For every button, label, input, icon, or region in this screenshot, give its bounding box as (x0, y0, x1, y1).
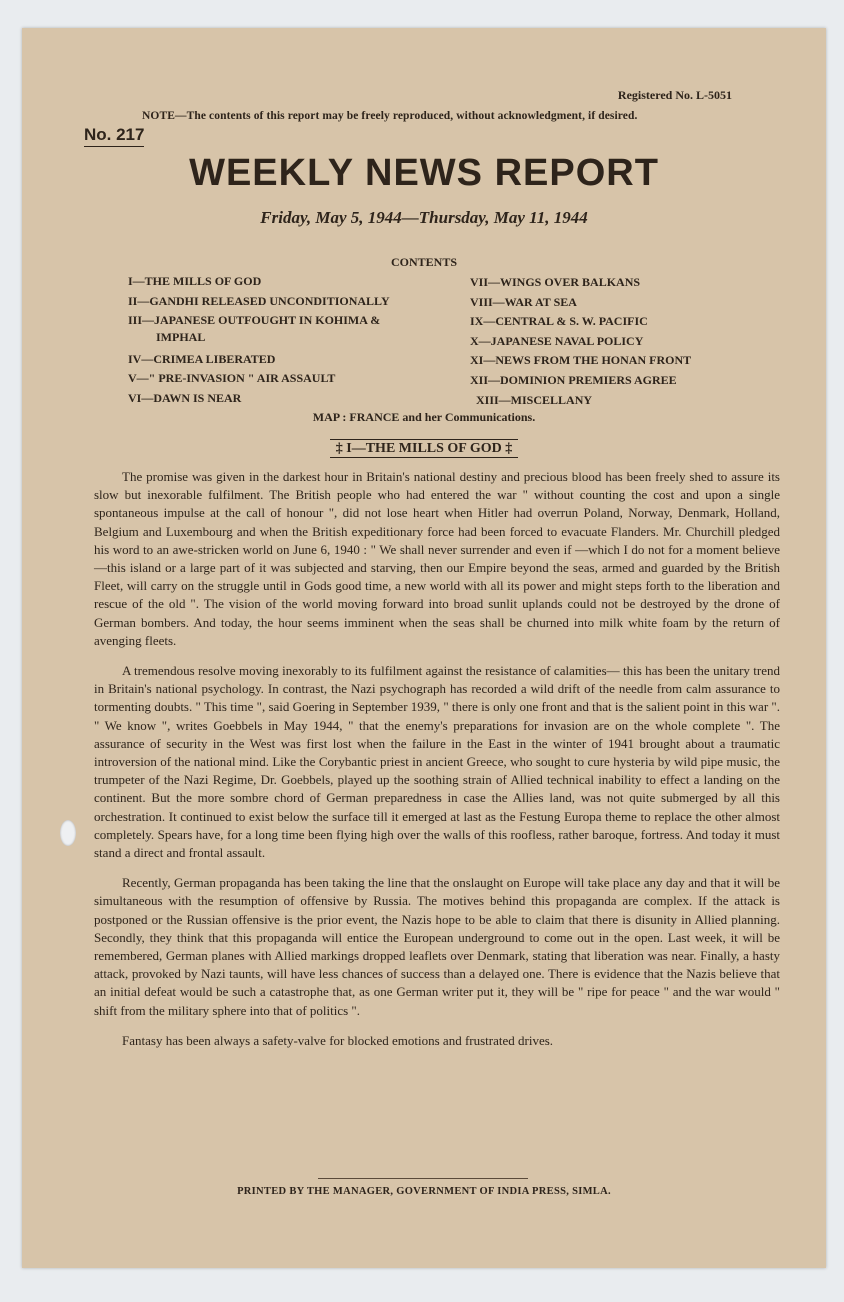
reproduction-note: NOTE—The contents of this report may be freely reproduced, without acknowledgment, if desired. (142, 110, 638, 122)
masthead-title: WEEKLY NEWS REPORT (189, 152, 659, 194)
article-body (94, 468, 780, 1062)
toc-item: VI—DAWN IS NEAR (128, 390, 242, 405)
paragraph: Recently, German propaganda has been taking the line that the onslaught on Europe will take place any day and that it will be simultaneous with the resumption of offensive by Russia. The motives behind this propaganda are complex. If the attack is postponed or the Russian offensive is the prior event, the Nazis hope to be able to claim that there is disunity in Allied planning. Secondly, they think that this propaganda will entice the European underground to come out in the open. Last week, it will be remembered, German planes with Allied markings dropped leaflets over Denmark, stating that liberation was near. Finally, a hasty attack, provoked by Nazi taunts, will have less chances of success than a delayed one. There is evidence that the Nazis believe that an initial defeat would be such a catastrophe that, as one German writer put it, they will be " ripe for peace " and the war would " shift from the military sphere into that of politics ". (94, 875, 780, 1018)
toc-item: XI—NEWS FROM THE HONAN FRONT (470, 353, 692, 368)
toc-item: VII—WINGS OVER BALKANS (470, 275, 641, 289)
toc-item: IV—CRIMEA LIBERATED (128, 351, 276, 366)
document-page (22, 28, 826, 1268)
paragraph: Fantasy has been always a safety-valve for blocked emotions and frustrated drives. (122, 1032, 554, 1048)
toc-item: V—" PRE-INVASION " AIR ASSAULT (128, 371, 336, 386)
toc-item: IX—CENTRAL & S. W. PACIFIC (470, 314, 648, 329)
contents-list-right (470, 273, 770, 410)
toc-item: III—JAPANESE OUTFOUGHT IN KOHIMA & (128, 313, 381, 328)
imprint-divider (318, 1178, 528, 1179)
section-heading-text: ‡ I—THE MILLS OF GOD ‡ (330, 439, 518, 458)
toc-item: XIII—MISCELLANY (476, 392, 593, 407)
toc-item: IMPHAL (156, 329, 206, 344)
issue-number: No. 217 (84, 125, 144, 147)
toc-item: XII—DOMINION PREMIERS AGREE (470, 372, 677, 387)
registered-number: Registered No. L-5051 (617, 88, 732, 102)
paragraph: The promise was given in the darkest hour in Britain's national destiny and precious blood has been freely shed to assure its slow but inexorable fulfilment. The British people who had entered the war " without counting the cost and upon a single spontaneous impulse at the call of honour ", did not lose heart when Hitler had overrun Poland, Norway, Denmark, Holland, Belgium and Luxembourg and when the British expeditionary force had been forced to evacuate Flanders. Mr. Churchill pledged his word to an awe-stricken world on June 6, 1940 : " We shall never surrender and even if —which I do not for a moment believe—this island or a large part of it was subjected and starving, then our Empire beyond the seas, armed and guarded by the British Fleet, will carry on the struggle until in Gods good time, a new world with all its power and might steps forth to the liberation and rescue of the old ". The vision of the world moving forward into broad sunlit uplands could not be destroyed by the drone of German bombers. And today, the hour seems imminent when the seas shall be churned into milk white foam by the return of avenging fleets. (94, 469, 780, 648)
punch-hole (60, 820, 76, 846)
contents-heading: CONTENTS (390, 255, 458, 269)
contents-list-left (128, 272, 428, 409)
toc-item: II—GANDHI RELEASED UNCONDITIONALLY (128, 293, 390, 308)
dateline: Friday, May 5, 1944—Thursday, May 11, 1944 (260, 208, 588, 227)
section-heading (22, 441, 826, 457)
paragraph: A tremendous resolve moving inexorably to its fulfilment against the resistance of calamities— this has been the unitary trend in Britain's national psychology. In contrast, the Nazi psychograph has recorded a wild drift of the needle from calm assurance to tormenting doubts. " This time ", said Goering in September 1939, " there is only one front and that is the salient point in this war ". " We know ", writes Goebbels in May 1944, " that the enemy's preparations for invasion are on the whole complete ". The assurance of security in the West was first lost when the failure in the East in the winter of 1941 brought about a traumatic introversion of the national mind. Like the Corybantic priest in ancient Greece, who sought to cure hysteria by wild pipe music, the trumpeter of the Nazi Regime, Dr. Goebbels, played up the soothing strain of Allied technical inability to effect a landing on the continent. But the more sombre chord of German preparedness in case the Allies land, was not quite submerged by all this orchestration. It continued to exist below the surface till it emerged at last as the Festung Europa theme to replace the other almost completely. Spears have, for a long time been flying high over the walls of this roofless, rather baroque, fortress. And today it must stand a direct and frontal assault. (94, 663, 780, 861)
toc-item: X—JAPANESE NAVAL POLICY (470, 333, 644, 348)
map-note: MAP : FRANCE and her Communications. (312, 410, 536, 424)
toc-item: I—THE MILLS OF GOD (128, 274, 262, 288)
toc-item: VIII—WAR AT SEA (470, 294, 577, 309)
printer-imprint: PRINTED BY THE MANAGER, GOVERNMENT OF INDIA PRESS, SIMLA. (237, 1186, 611, 1197)
